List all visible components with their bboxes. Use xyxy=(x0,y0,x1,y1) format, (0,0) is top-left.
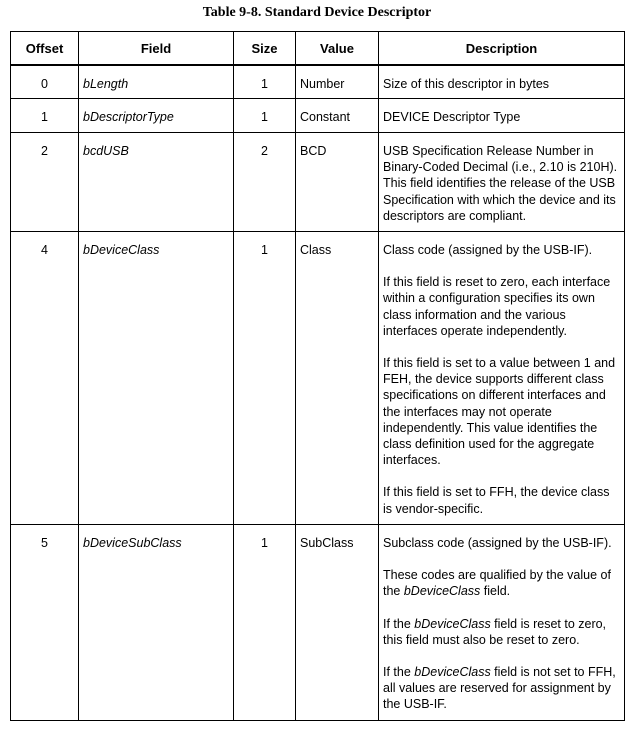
cell-field: bcdUSB xyxy=(79,133,234,232)
description-paragraph: USB Specification Release Number in Binary-Coded Decimal (i.e., 2.10 is 210H). This field identifies the release of the USB Specification with which the device and its descriptors are compliant. xyxy=(383,144,618,223)
cell-field: bDeviceSubClass xyxy=(79,525,234,721)
cell-offset: 5 xyxy=(11,525,79,721)
header-value: Value xyxy=(296,32,379,65)
cell-size: 1 xyxy=(234,99,296,133)
field-reference: bDeviceClass xyxy=(414,665,491,680)
cell-description xyxy=(379,65,625,99)
header-offset: Offset xyxy=(11,32,79,65)
table-row xyxy=(11,232,625,525)
table-caption: Table 9-8. Standard Device Descriptor xyxy=(202,5,432,20)
description-paragraph: DEVICE Descriptor Type xyxy=(383,110,521,124)
cell-size: 2 xyxy=(234,133,296,232)
text-run: field is not set to FFH, all values are reserved for assignment by the USB-IF. xyxy=(383,665,616,712)
table-row xyxy=(11,65,625,99)
cell-field: bLength xyxy=(79,65,234,99)
field-reference: bDeviceClass xyxy=(403,584,481,599)
text-run: field. xyxy=(480,584,511,599)
cell-field: bDeviceClass xyxy=(79,232,234,525)
cell-offset: 1 xyxy=(11,99,79,133)
cell-size: 1 xyxy=(234,232,296,525)
cell-description xyxy=(379,232,625,525)
description-paragraph: Subclass code (assigned by the USB-IF). xyxy=(383,536,612,551)
description-paragraph xyxy=(383,567,620,599)
description-paragraph: Class code (assigned by the USB-IF). xyxy=(383,243,593,258)
cell-size: 1 xyxy=(234,525,296,721)
text-run: These codes are qualified by the value of the xyxy=(383,568,611,599)
description-paragraph: If this field is set to FFH, the device class is vendor-specific. xyxy=(383,485,610,516)
cell-field: bDescriptorType xyxy=(79,99,234,133)
cell-offset: 0 xyxy=(11,65,79,99)
header-field: Field xyxy=(79,32,234,65)
cell-value: Constant xyxy=(296,99,379,133)
table-row xyxy=(11,525,625,721)
cell-value: BCD xyxy=(296,133,379,232)
description-paragraph: Size of this descriptor in bytes xyxy=(383,76,550,91)
text-run: If the xyxy=(383,616,415,631)
cell-description xyxy=(379,99,625,133)
cell-value: Number xyxy=(296,65,379,99)
cell-value: SubClass xyxy=(296,525,379,721)
header-size: Size xyxy=(234,32,296,65)
cell-description xyxy=(379,525,625,721)
text-run: field is reset to zero, this field must also be reset to zero. xyxy=(383,616,607,647)
cell-description xyxy=(379,133,625,232)
description-paragraph xyxy=(383,616,620,648)
device-descriptor-table xyxy=(10,31,625,721)
table-row xyxy=(11,99,625,133)
description-paragraph: If this field is set to a value between 1 and FEH, the device supports different class specifications on different interfaces and the interfaces may not operate independently. This value identifies the class definition used for the aggregate interfaces. xyxy=(383,356,616,468)
description-paragraph: If this field is reset to zero, each interface within a configuration specifies its own class information and the various interfaces operate independently. xyxy=(383,275,611,338)
header-description: Description xyxy=(379,32,625,65)
description-paragraph xyxy=(383,664,620,713)
cell-offset: 2 xyxy=(11,133,79,232)
text-run: If the xyxy=(383,665,415,680)
header-row xyxy=(11,32,625,65)
table-row xyxy=(11,133,625,232)
cell-offset: 4 xyxy=(11,232,79,525)
cell-value: Class xyxy=(296,232,379,525)
field-reference: bDeviceClass xyxy=(414,616,491,631)
cell-size: 1 xyxy=(234,65,296,99)
